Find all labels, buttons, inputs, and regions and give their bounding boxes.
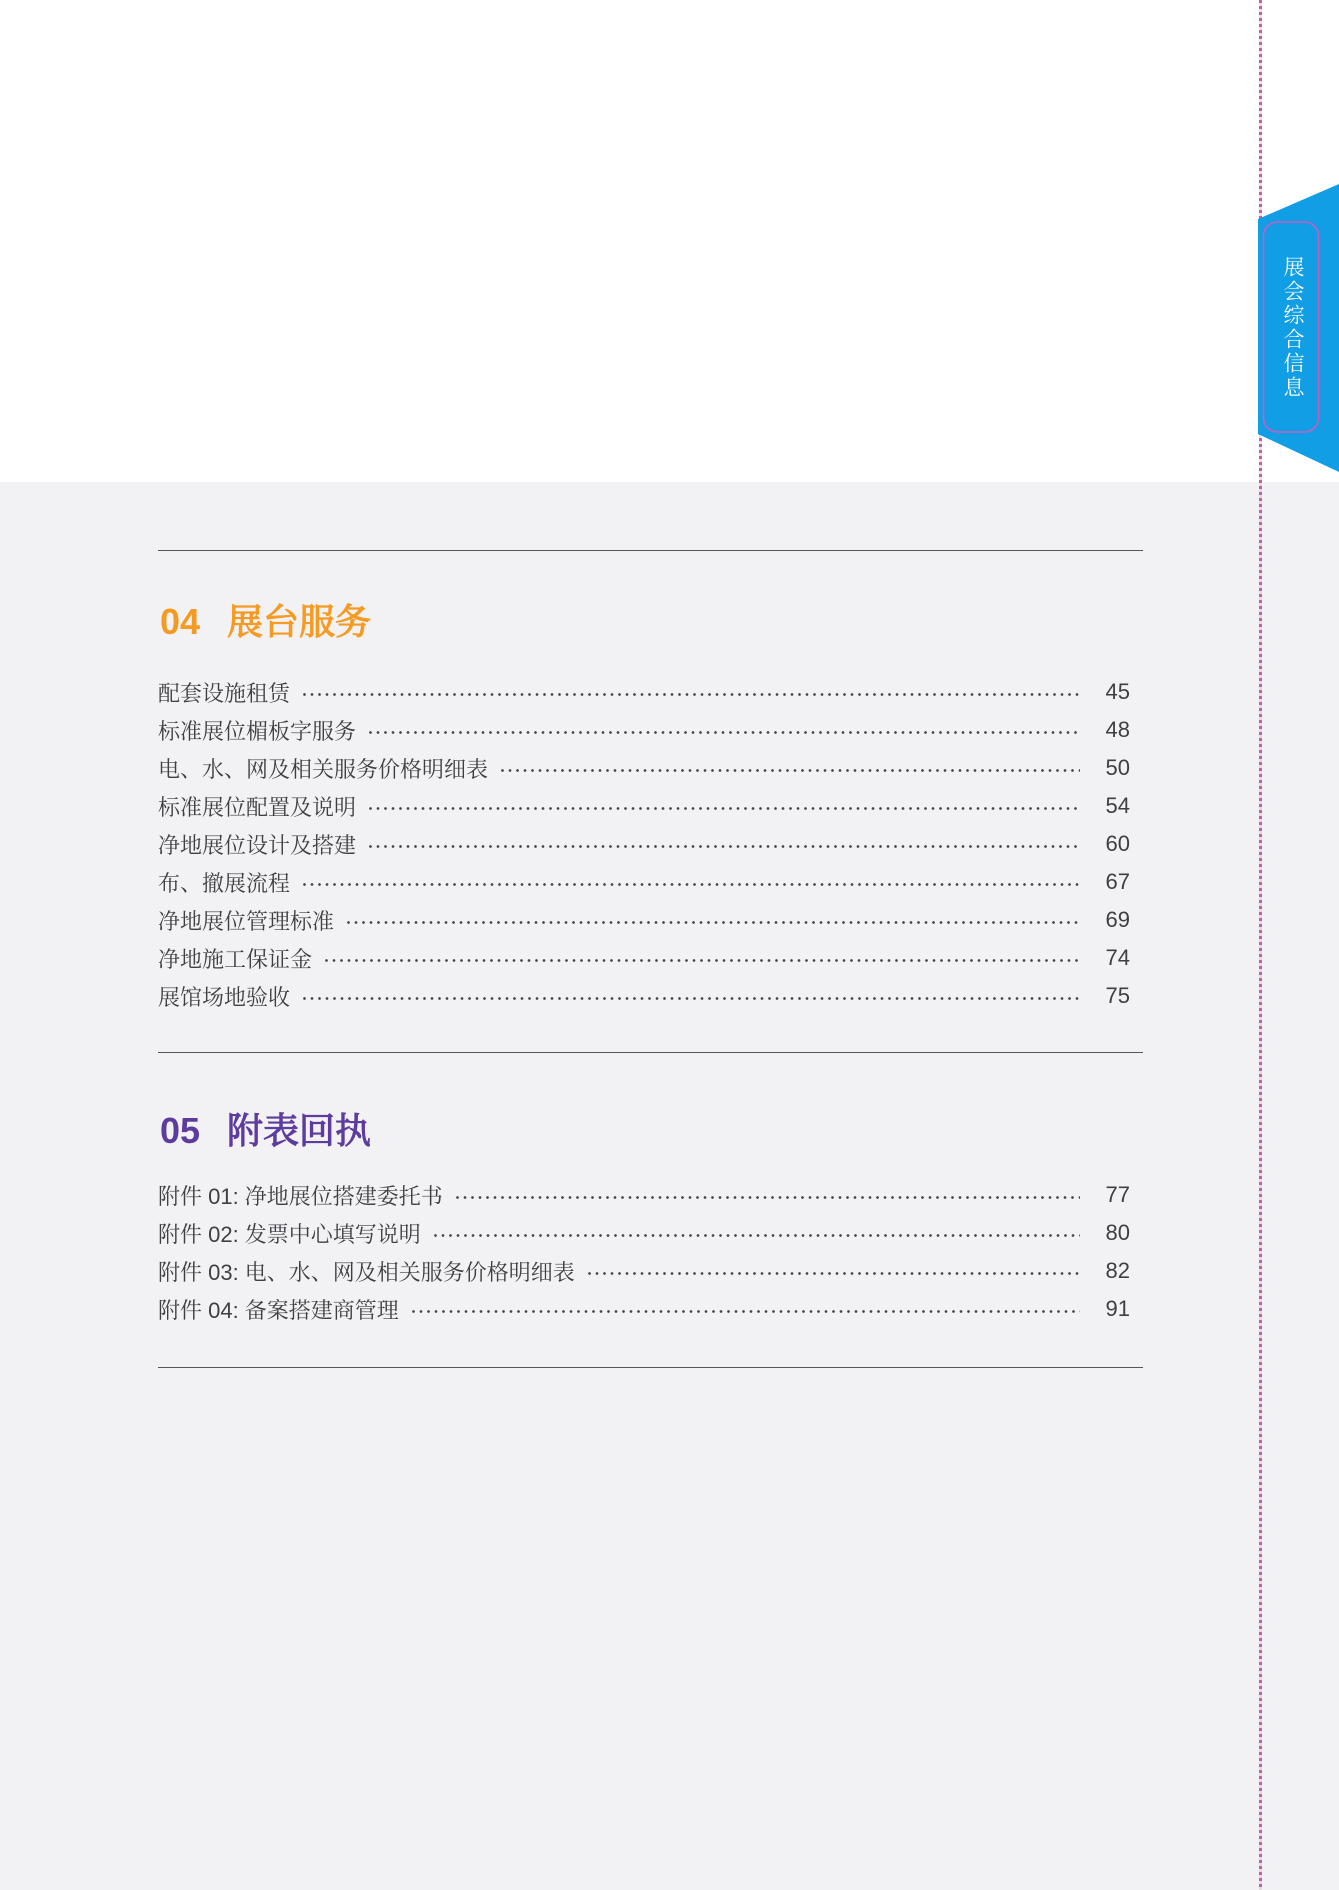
section-04-number: 04	[160, 601, 201, 642]
toc-item-page: 80	[1105, 1220, 1130, 1245]
toc-item-page: 45	[1105, 679, 1130, 704]
toc-item-label: 布、撤展流程	[158, 870, 291, 896]
toc-list-section-05	[158, 1176, 1130, 1328]
toc-item-page: 75	[1105, 983, 1130, 1008]
toc-item[interactable]	[158, 1290, 1130, 1328]
toc-item[interactable]	[158, 711, 1130, 749]
sidebar-tab-exhibition-info[interactable]	[1258, 180, 1339, 476]
dot-leader	[324, 958, 1080, 963]
toc-item[interactable]	[158, 749, 1130, 787]
dot-leader	[368, 730, 1080, 735]
toc-item-label: 标准展位楣板字服务	[158, 718, 357, 744]
toc-item-label: 电、水、网及相关服务价格明细表	[158, 756, 489, 782]
section-divider-middle	[158, 1052, 1143, 1053]
toc-item[interactable]	[158, 787, 1130, 825]
toc-item-label: 展馆场地验收	[158, 984, 291, 1010]
toc-item[interactable]	[158, 673, 1130, 711]
dot-leader	[302, 692, 1080, 697]
section-05-title: 附表回执	[227, 1110, 372, 1151]
side-tab-label: 展会综合信息	[1281, 256, 1304, 400]
toc-item-page: 48	[1105, 717, 1130, 742]
dot-leader	[302, 996, 1080, 1001]
toc-item-label: 标准展位配置及说明	[158, 794, 357, 820]
dot-leader	[455, 1195, 1080, 1200]
toc-item-label: 配套设施租赁	[158, 680, 291, 706]
section-05-header	[160, 1110, 372, 1151]
toc-item-page: 54	[1105, 793, 1130, 818]
toc-item-page: 69	[1105, 907, 1130, 932]
toc-item-label: 附件 04: 备案搭建商管理	[158, 1297, 399, 1323]
section-divider-top	[158, 550, 1143, 551]
toc-item-label: 附件 01: 净地展位搭建委托书	[158, 1183, 443, 1209]
toc-item[interactable]	[158, 1252, 1130, 1290]
dot-leader	[368, 806, 1080, 811]
toc-item-page: 91	[1105, 1296, 1130, 1321]
dot-leader	[587, 1271, 1080, 1276]
dot-leader	[411, 1309, 1080, 1314]
toc-item[interactable]	[158, 1176, 1130, 1214]
section-04-header	[160, 601, 372, 642]
toc-item-page: 50	[1105, 755, 1130, 780]
dot-leader	[346, 920, 1080, 925]
toc-item-label: 净地施工保证金	[158, 946, 313, 972]
dot-leader	[500, 768, 1080, 773]
toc-item[interactable]	[158, 1214, 1130, 1252]
dot-leader	[302, 882, 1080, 887]
toc-item[interactable]	[158, 901, 1130, 939]
dot-leader	[368, 844, 1080, 849]
toc-item[interactable]	[158, 939, 1130, 977]
toc-item[interactable]	[158, 863, 1130, 901]
toc-item[interactable]	[158, 825, 1130, 863]
toc-item-page: 82	[1105, 1258, 1130, 1283]
toc-item-label: 附件 03: 电、水、网及相关服务价格明细表	[158, 1259, 575, 1285]
toc-item-page: 77	[1105, 1182, 1130, 1207]
toc-item-label: 附件 02: 发票中心填写说明	[158, 1221, 421, 1247]
toc-list-section-04	[158, 673, 1130, 1015]
toc-item-page: 60	[1105, 831, 1130, 856]
dot-leader	[433, 1233, 1080, 1238]
section-04-title: 展台服务	[227, 601, 372, 642]
toc-item-page: 67	[1105, 869, 1130, 894]
toc-item[interactable]	[158, 977, 1130, 1015]
section-05-number: 05	[160, 1110, 201, 1151]
toc-item-label: 净地展位设计及搭建	[158, 832, 357, 858]
section-divider-bottom	[158, 1367, 1143, 1368]
toc-item-label: 净地展位管理标准	[158, 908, 335, 934]
toc-item-page: 74	[1105, 945, 1130, 970]
